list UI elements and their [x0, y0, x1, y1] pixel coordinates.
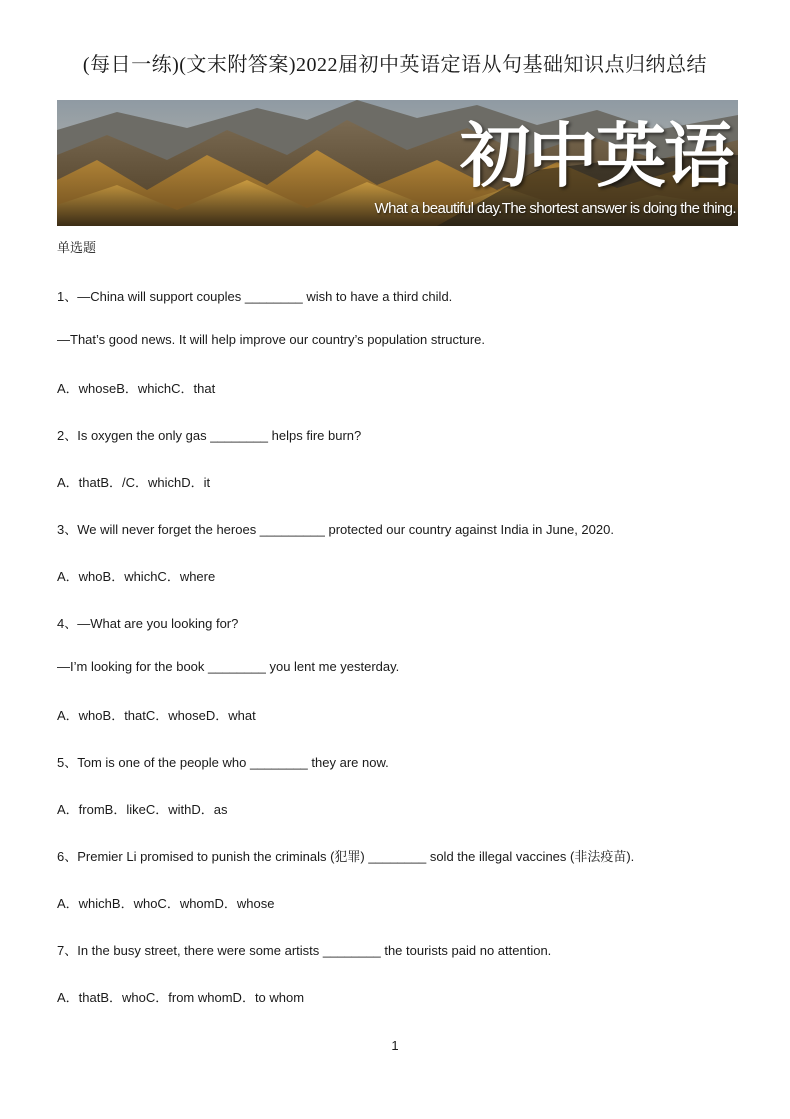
question-4: 4、—What are you looking for? — [57, 616, 239, 631]
banner-heading: 初中英语 — [460, 113, 732, 197]
question-2-options: A．thatB．/C．whichD．it — [57, 475, 211, 490]
question-1-options: A．whoseB．whichC．that — [57, 381, 216, 396]
document-title: (每日一练)(文末附答案)2022届初中英语定语从句基础知识点归纳总结 — [82, 54, 708, 76]
banner-tagline: What a beautiful day.The shortest answer is doing the thing. — [374, 200, 736, 217]
banner-image — [57, 100, 738, 226]
question-7: 7、In the busy street, there were some artists ________ the tourists paid no attention. — [57, 943, 552, 958]
page-number: 1 — [391, 1038, 399, 1053]
section-label: 单选题 — [57, 240, 97, 255]
question-6-options: A．whichB．whoC．whomD．whose — [57, 896, 275, 911]
question-5: 5、Tom is one of the people who ________ they are now. — [57, 755, 389, 770]
question-4-dialogue: —I’m looking for the book ________ you lent me yesterday. — [57, 659, 400, 674]
question-7-options: A．thatB．whoC．from whomD．to whom — [57, 990, 305, 1005]
question-3-options: A．whoB．whichC．where — [57, 569, 216, 584]
question-3: 3、We will never forget the heroes _________ protected our country against India in June, 2020. — [57, 522, 614, 537]
question-6: 6、Premier Li promised to punish the criminals (犯罪) ________ sold the illegal vaccines (非法疫苗). — [57, 849, 635, 864]
question-5-options: A．fromB．likeC．withD．as — [57, 802, 228, 817]
question-4-options: A．whoB．thatC．whoseD．what — [57, 708, 256, 723]
question-1: 1、—China will support couples ________ wish to have a third child. — [57, 289, 453, 304]
question-1-dialogue: —That’s good news. It will help improve our country’s population structure. — [57, 332, 486, 347]
question-2: 2、Is oxygen the only gas ________ helps fire burn? — [57, 428, 362, 443]
